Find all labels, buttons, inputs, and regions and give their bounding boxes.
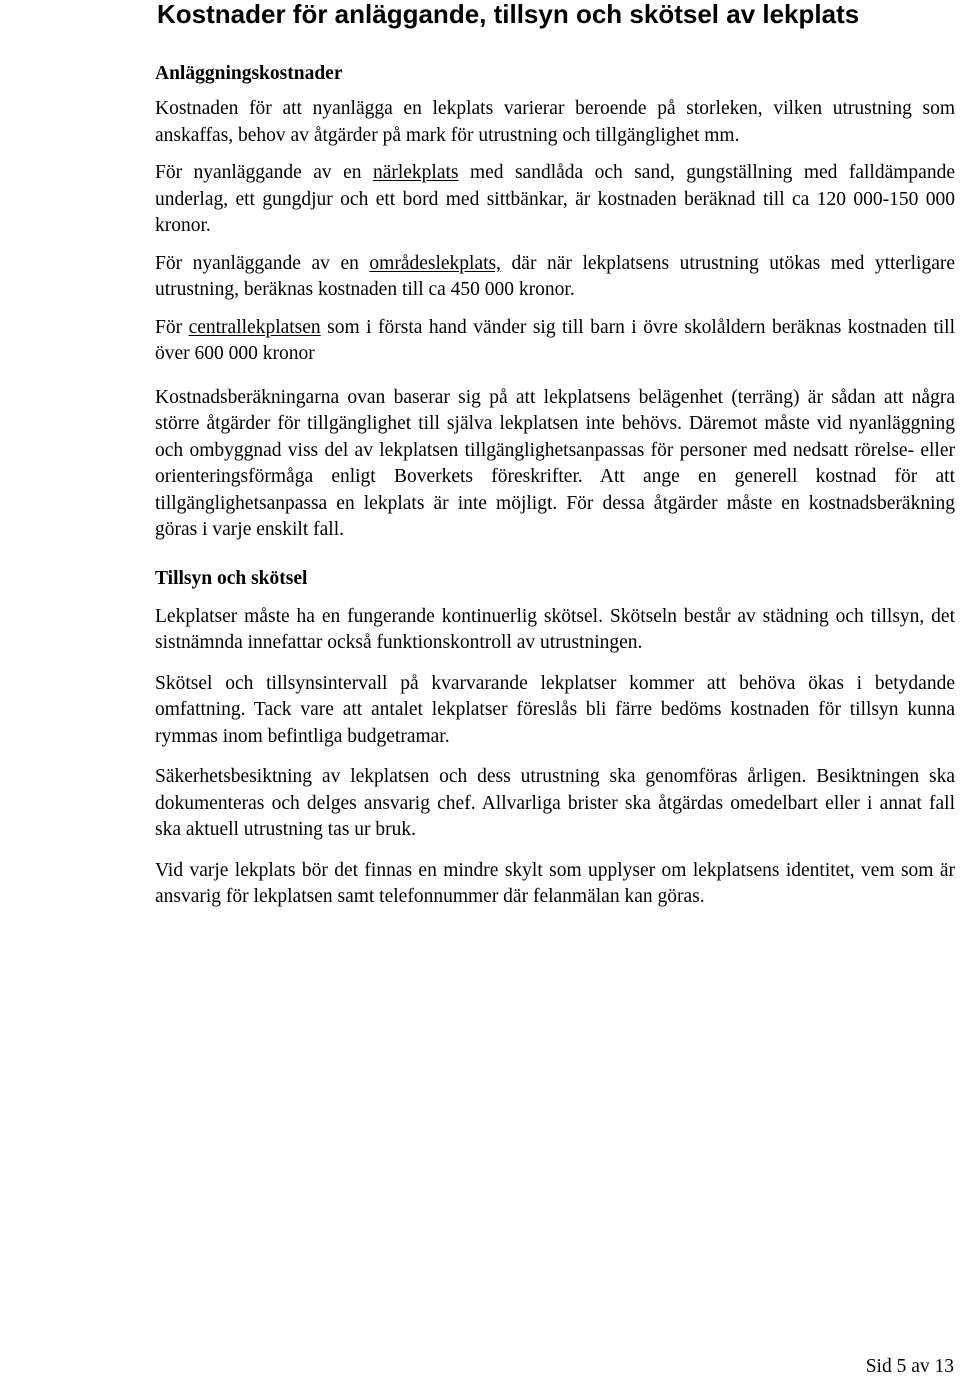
paragraph-sakerhetsbesiktning: Säkerhetsbesiktning av lekplatsen och dess utrustning ska genomföras årligen. Besiktningen ska dokumenteras och delges ansvarig chef. Allvarliga brister ska åtgärdas omedelbart eller i annat fall ska aktuell utrustning tas ur bruk. — [155, 766, 955, 840]
paragraph-skylt: Vid varje lekplats bör det finnas en mindre skylt som upplyser om lekplatsens identitet, vem som är ansvarig för lekplatsen samt telefonnummer där felanmälan kan göras. — [155, 859, 955, 907]
section-heading-tillsyn-och-skotsel: Tillsyn och skötsel — [155, 567, 308, 589]
paragraph-tillsynsintervall: Skötsel och tillsynsintervall på kvarvarande lekplatser kommer att behöva ökas i betydande omfattning. Tack vare att antalet lekplatser föreslås bli färre bedöms kostnaden för tillsyn kunna rymmas inom befintliga budgetramar. — [155, 672, 955, 747]
paragraph-text: med sandlåda och sand, gungställning med falldämpande underlag, ett gungdjur och ett bord med sittbänkar, är kostnaden beräknad till ca 120 000-150 000 kronor. — [155, 162, 955, 236]
section-heading-anlaggningskostnader: Anläggningskostnader — [155, 63, 343, 84]
page-number: Sid 5 av 13 — [865, 1356, 954, 1377]
paragraph-centrallekplatsen — [155, 315, 955, 368]
paragraph-kostnadsberakningar: Kostnadsberäkningarna ovan baserar sig på att lekplatsens belägenhet (terräng) är sådan att några större åtgärder för tillgänglighet till själva lekplatsen inte behövs. Däremot måste vid nyanläggning och ombyggnad viss del av lekplatsen tillgänglighetsanpassas för personer med nedsatt rörelse- eller orienteringsförmåga enligt Boverkets föreskrifter. Att ange en generell kostnad för att tillgänglighetsanpassa en lekplats är inte möjligt. För dessa åtgärder måste en kostnadsberäkning göras i varje enskilt fall. — [155, 386, 955, 540]
page-title: Kostnader för anläggande, tillsyn och skötsel av lekplats — [157, 0, 860, 29]
paragraph-cost-intro: Kostnaden för att nyanlägga en lekplats varierar beroende på storleken, vilken utrustning som anskaffas, behov av åtgärder på mark för utrustning och tillgänglighet mm. — [155, 98, 955, 146]
underlined-term-omradeslekplats: områdeslekplats, — [369, 252, 501, 274]
underlined-term-centrallekplatsen: centrallekplatsen — [188, 316, 321, 338]
paragraph-skotsel-intro: Lekplatser måste ha en fungerande kontinuerlig skötsel. Skötseln består av städning och tillsyn, det sistnämnda innefattar också funktionskontroll av utrustningen. — [155, 605, 955, 653]
paragraph-text: där när lekplatsens utrustning utökas med ytterligare utrustning, beräknas kostnaden till ca 450 000 kronor. — [155, 252, 956, 300]
paragraph-text: som i första hand vänder sig till barn i övre skolåldern beräknas kostnaden till över 600 000 kronor — [155, 316, 956, 364]
paragraph-text: För nyanläggande av en — [155, 162, 373, 183]
document-body — [155, 61, 955, 911]
paragraph-narlekplats — [155, 160, 955, 240]
underlined-term-narlekplats: närlekplats — [372, 162, 459, 183]
paragraph-text: För nyanläggande av en — [155, 252, 370, 274]
paragraph-omradeslekplats — [155, 251, 955, 304]
paragraph-text: För — [155, 316, 189, 338]
